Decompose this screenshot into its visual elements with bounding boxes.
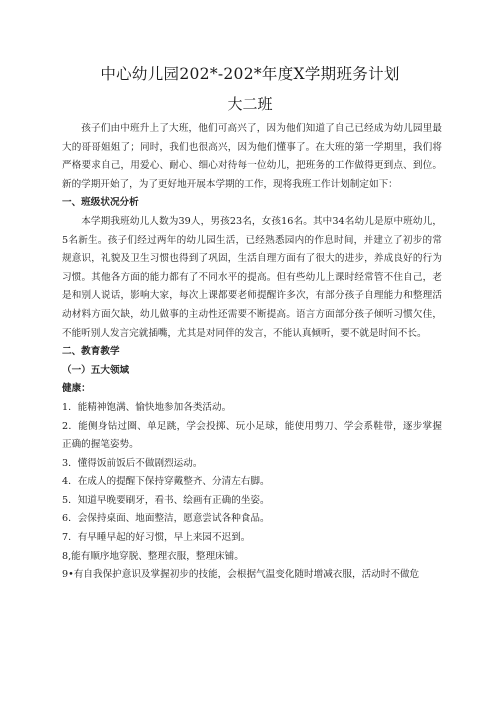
intro-paragraph: 孩子们由中班升上了大班，他们可高兴了，因为他们知道了自己已经成为幼儿园里最大的哥哥姐姐了；同时，我们也很高兴，因为他们懂事了。在大班的第一学期里，我们将严格要求自己，用爱心、耐心、细心对待每一位幼儿，把班务的工作做得更到点、到位。新的学期开始了，为了更好地开展本学期的工作，现将我班工作计划制定如下：: [62, 123, 442, 190]
class-name: 大二班: [227, 95, 273, 113]
list-item: 6．会保持桌面、地面整洁，愿意尝试各种食品。: [62, 513, 270, 525]
section-heading-class-analysis: 一、班级状况分析: [62, 197, 139, 209]
list-item: 7．有早睡早起的好习惯，早上来园不迟到。: [62, 532, 251, 544]
list-item: 8,能有顺序地穿脱、整理衣服，整理床铺。: [62, 550, 244, 562]
list-item: 5．知道早晚要刷牙，看书、绘画有正确的坐姿。: [62, 494, 270, 506]
class-analysis-paragraph: 本学期我班幼儿人数为39人，男孩23名，女孩16名。其中34名幼儿是原中班幼儿，5名新生。孩子们经过两年的幼儿园生活，已经熟悉园内的作息时间，并建立了初步的常规意识，礼貌及卫生习惯也得到了巩固，生活自理方面有了很大的进步，养成良好的行为习惯。其他各方面的能力都有了不同水平的提高。但有些幼儿上课时经常管不住自己，老是和别人说话，影响大家，每次上课都要老师提醒许多次，有部分孩子自理能力和整理活动材料方面欠缺，幼儿做事的主动性还需要不断提高。语言方面部分孩子倾听习惯欠佳，不能听别人发言完就插嘴，尤其是对同伴的发言，不能认真倾听，要不就是时间不长。: [62, 215, 442, 339]
list-item: 2．能侧身钻过圈、单足跳，学会投掷、玩小足球，能使用剪刀、学会系鞋带，逐步掌握正确的握笔姿势。: [62, 420, 442, 451]
document-body: [62, 120, 442, 585]
list-item: 3．懂得饭前饭后不做剧烈运动。: [62, 457, 203, 469]
section-heading-education: 二、教育教学: [62, 346, 120, 358]
list-item: 4．在成人的提醒下保持穿戴整齐、分清左右脚。: [62, 476, 270, 488]
health-heading: 健康：: [62, 383, 91, 395]
list-item: 9•有自我保护意识及掌握初步的技能，会根据气温变化随时增减衣服，活动时不做危: [62, 569, 420, 581]
document-title: 中心幼儿园202*-202*年度X学期班务计划: [100, 65, 400, 83]
subsection-heading-five-domains: （一）五大领域: [62, 364, 130, 376]
list-item: 1．能精神饱满、愉快地参加各类活动。: [62, 401, 232, 413]
